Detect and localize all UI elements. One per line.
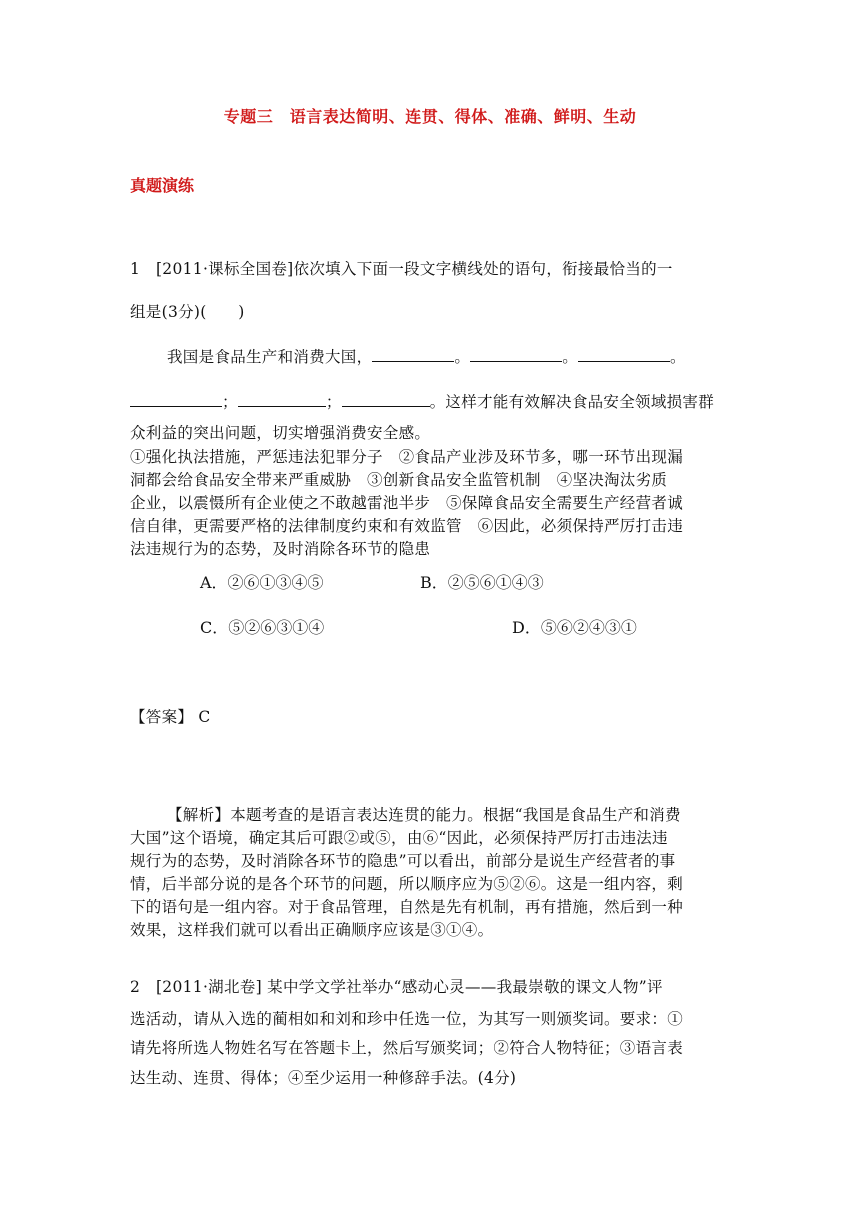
q1-items-line2: 洞都会给食品安全带来严重威胁 ③创新食品安全监管机制 ④坚决淘汰劣质 [130, 471, 668, 489]
option-a[interactable]: A．②⑥①③④⑤ [200, 573, 324, 592]
option-d[interactable]: D．⑤⑥②④③① [512, 618, 637, 637]
q2-stem-line2: 选活动，请从入选的蔺相如和刘和珍中任选一位，为其写一则颁奖词。要求：① [130, 1010, 684, 1028]
q2-stem-line3: 请先将所选人物姓名写在答题卡上，然后写颁奖词；②符合人物特征；③语言表 [130, 1039, 684, 1057]
q1-stem-line2: 组是(3分)( ) [130, 303, 245, 321]
section-heading: 真题演练 [130, 176, 195, 195]
period-2: 。 [562, 348, 579, 366]
blank-6 [342, 392, 430, 407]
period-3: 。 [670, 348, 686, 366]
q2-stem-line4: 达生动、连贯、得体；④至少运用一种修辞手法。(4分) [130, 1069, 517, 1087]
blank-1 [372, 347, 454, 362]
blank-4 [130, 392, 222, 407]
q1-items-line4: 信自律，更需要严格的法律制度约束和有效监管 ⑥因此，必须保持严厉打击违 [130, 517, 684, 535]
q1-passage-line1 [167, 345, 767, 367]
blank-5 [238, 392, 326, 407]
q1-passage-start: 我国是食品生产和消费大国， [167, 348, 373, 366]
analysis-line2: 大国”这个语境，确定其后可跟②或⑤，由⑥“因此，必须保持严厉打击违法违 [130, 829, 668, 847]
analysis-line5: 下的语句是一组内容。对于食品管理，自然是先有机制，再有措施，然后到一种 [130, 898, 684, 916]
q1-items-line5: 法违规行为的态势，及时消除各环节的隐患 [130, 540, 431, 558]
semicolon-2: ； [325, 393, 342, 411]
page-title: 专题三 语言表达简明、连贯、得体、准确、鲜明、生动 [223, 107, 637, 126]
analysis-line4: 情，后半部分说的是各个环节的问题，所以顺序应为⑤②⑥。这是一组内容，剩 [130, 875, 684, 893]
blank-3 [578, 347, 670, 362]
analysis-line1: 【解析】本题考查的是语言表达连贯的能力。根据“我国是食品生产和消费 [167, 806, 681, 824]
period-1: 。 [454, 348, 471, 366]
q1-answer: 【答案】 C [130, 708, 211, 726]
q1-passage-line2 [130, 390, 730, 412]
option-c[interactable]: C．⑤②⑥③①④ [200, 618, 325, 637]
q2-stem-line1: 2 [2011·湖北卷] 某中学文学社举办“感动心灵——我最崇敬的课文人物”评 [130, 978, 663, 996]
q1-passage-line3: 众利益的突出问题，切实增强消费安全感。 [130, 424, 431, 442]
analysis-line6: 效果，这样我们就可以看出正确顺序应该是③①④。 [130, 921, 494, 939]
semicolon-1: ； [222, 393, 238, 411]
analysis-line3: 规行为的态势，及时消除各环节的隐患”可以看出，前部分是说生产经营者的事 [130, 852, 676, 870]
q1-passage-end: 。这样才能有效解决食品安全领域损害群 [429, 393, 715, 411]
blank-2 [470, 347, 562, 362]
option-b[interactable]: B．②⑤⑥①④③ [420, 573, 544, 592]
q1-items-line1: ①强化执法措施，严惩违法犯罪分子 ②食品产业涉及环节多，哪一环节出现漏 [130, 448, 684, 466]
q1-stem-line1: 1 [2011·课标全国卷]依次填入下面一段文字横线处的语句，衔接最恰当的一 [130, 260, 673, 278]
q1-items-line3: 企业，以震慑所有企业使之不敢越雷池半步 ⑤保障食品安全需要生产经营者诚 [130, 494, 684, 512]
